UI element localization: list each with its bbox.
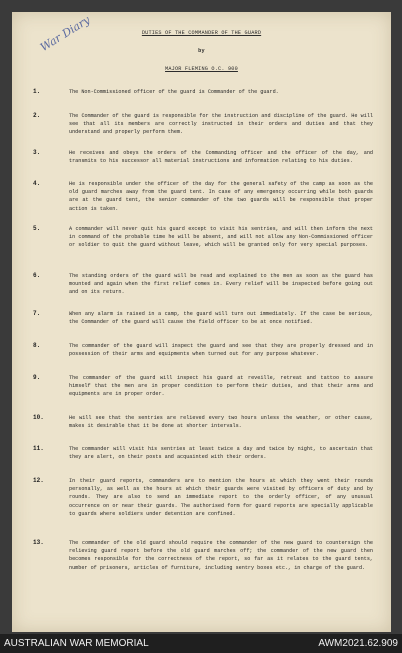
duty-text: When any alarm is raised in a camp, the guard will turn out immediately. If the case be serious, the Commander of the guard will cause the field officer to be at once notified. (69, 311, 373, 326)
duty-number: 10. (33, 414, 44, 421)
footer-institution: AUSTRALIAN WAR MEMORIAL (4, 638, 149, 649)
duty-number: 6. (33, 272, 41, 279)
duty-number: 8. (33, 342, 41, 349)
duty-number: 9. (33, 374, 41, 381)
footer-accession-number: AWM2021.62.909 (318, 638, 398, 649)
duty-text: The commander of the guard will inspect the guard and see that they are properly dressed and in possession of their arms and equipments when turned out for any purpose whatever. (69, 343, 373, 358)
handwritten-annotation: War Diary (38, 13, 93, 55)
duty-text: He will see that the sentries are relieved every two hours unless the weather, or other cause, makes it desirable that it be done at shorter intervals. (69, 415, 373, 430)
duty-text: The standing orders of the guard will be read and explained to the men as soon as the guard has mounted and again when the first relief comes in. Every relief will be inspected before going out and on its return. (69, 273, 373, 296)
document-author: MAJOR FLEMING O.C. 900 (165, 66, 238, 72)
duty-number: 7. (33, 310, 41, 317)
duty-number: 1. (33, 88, 41, 95)
duty-text: The commander of the old guard should require the commander of the new guard to countersign the relieving guard report before the old guard marches off; the commander of the new guard then becomes responsible for the correctness of the report, so far as it relates to the guard tents, number of prisoners, articles of furniture, including sentry boxes etc., in charge of the guard. (69, 540, 373, 571)
duty-text: The Commander of the guard is responsible for the instruction and discipline of the guard. He will see that all its members are correctly instructed in their orders and duties and that they understand and properly perform them. (69, 113, 373, 136)
duty-number: 2. (33, 112, 41, 119)
duty-number: 13. (33, 539, 44, 546)
duty-text: He receives and obeys the orders of the Commanding officer and the officer of the day, and transmits to his successor all material instructions and information relating to his duties. (69, 150, 373, 165)
duty-text: In their guard reports, commanders are to mention the hours at which they went their rounds personally, as well as the hours at which their guards were visited by officers of duty and by rounds. They are also to send an immediate report to the orderly officer, of any unusual occurrence on or near their guards. The authorised form for guard reports are specially applicable to guards where soldiers under detention are confined. (69, 478, 373, 517)
duty-number: 12. (33, 477, 44, 484)
duty-text: A commander will never quit his guard except to visit his sentries, and will then inform the next in command of the probable time he will be absent, and will not allow any Non-Commissioned officer or soldier to quit the guard without leave, which will be granted only for very special purposes. (69, 226, 373, 249)
duty-text: The Non-Commissioned officer of the guard is Commander of the guard. (69, 89, 279, 95)
duty-text: He is responsible under the officer of the day for the general safety of the camp as soon as the old guard marches away from the guard tent. In case of any emergency occurring while both guards are at the guard tent, the senior commander of the two guards will be responsible that proper action is taken. (69, 181, 373, 212)
duty-number: 3. (33, 149, 41, 156)
document-page (12, 12, 391, 632)
duty-number: 11. (33, 445, 44, 452)
duty-number: 4. (33, 180, 41, 187)
duty-text: The commander will visit his sentries at least twice a day and twice by night, to ascertain that they are alert, on their posts and acquainted with their orders. (69, 446, 373, 461)
document-title: DUTIES OF THE COMMANDER OF THE GUARD (141, 30, 262, 36)
duty-text: The commander of the guard will inspect his guard at reveille, retreat and tattoo to assure himself that the men are in proper condition to perform their duties, and that their arms and equipments are in proper order. (69, 375, 373, 398)
duty-number: 5. (33, 225, 41, 232)
document-by-line: by (198, 48, 205, 54)
archive-footer (0, 634, 402, 653)
